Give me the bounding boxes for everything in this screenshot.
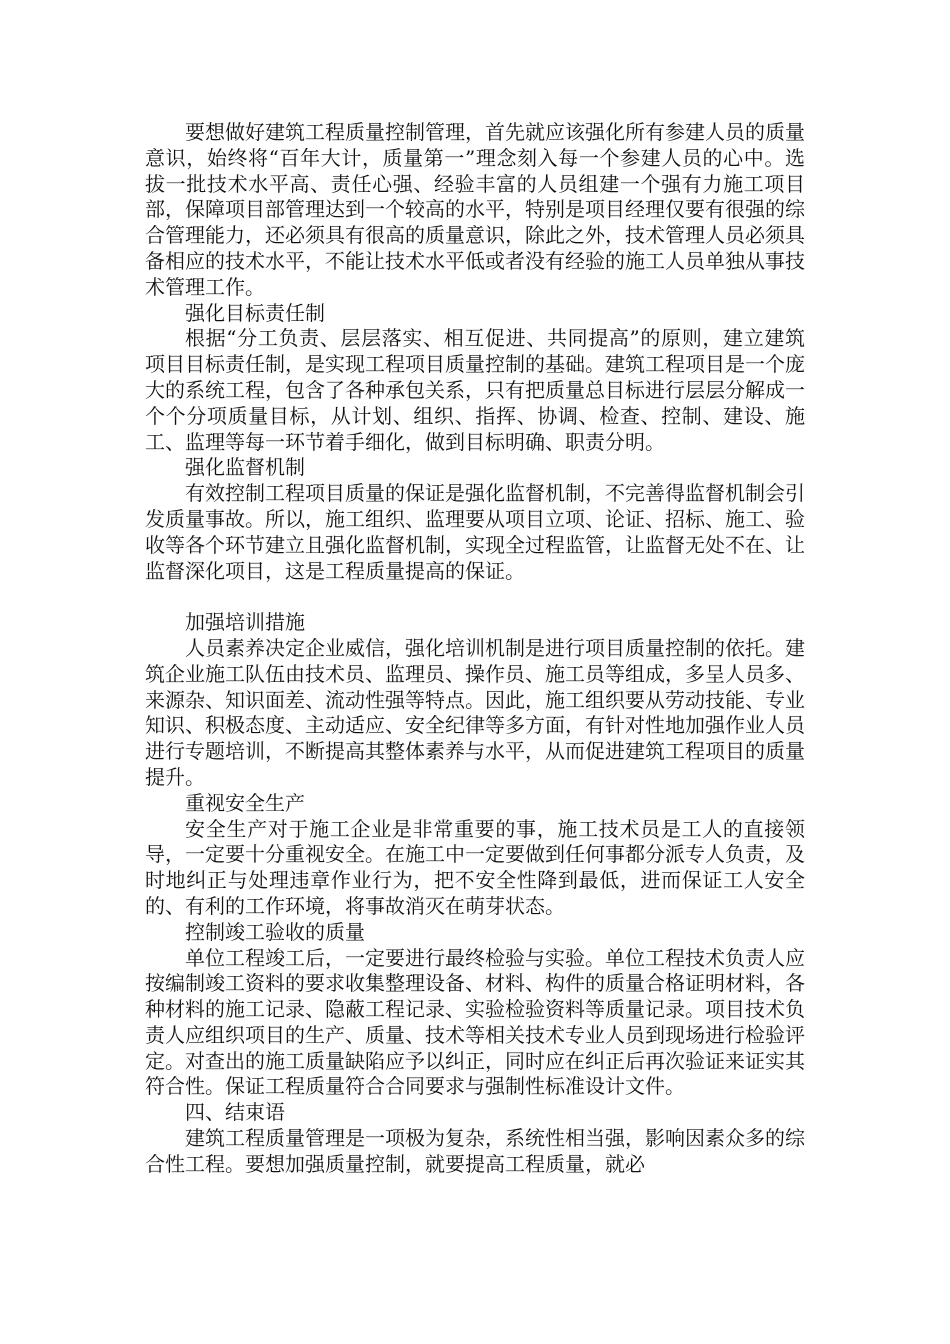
section-heading-conclusion: 四、结束语 xyxy=(185,1100,285,1125)
paragraph-personnel-quality-awareness: 要想做好建筑工程质量控制管理，首先就应该强化所有参建人员的质量意识，始终将“百年大计，质量第一”理念刻入每一个参建人员的心中。选拔一批技术水平高、责任心强、经验丰富的人员组建一个强有力施工项目部，保障项目部管理达到一个较高的水平，特别是项目经理仅要有很强的综合管理能力，还必须具有很高的质量意识，除此之外，技术管理人员必须具备相应的技术水平，不能让技术水平低或者没有经验的施工人员单独从事技术管理工作。 xyxy=(145,120,805,299)
paragraph-conclusion: 建筑工程质量管理是一项极为复杂，系统性相当强，影响因素众多的综合性工程。要想加强质量控制，就要提高工程质量，就必 xyxy=(145,1126,805,1176)
blank-line xyxy=(145,584,805,610)
paragraph-acceptance: 单位工程竣工后，一定要进行最终检验与实验。单位工程技术负责人应按编制竣工资料的要求收集整理设备、材料、构件的质量合格证明材料，各种材料的施工记录、隐蔽工程记录、实验检验资料等质量记录。项目技术负责人应组织项目的生产、质量、技术等相关技术专业人员到现场进行检验评定。对查出的施工质量缺陷应予以纠正，同时应在纠正后再次验证来证实其符合性。保证工程质量符合合同要求与强制性标准设计文件。 xyxy=(145,945,805,1099)
section-heading-training: 加强培训措施 xyxy=(185,610,305,635)
section-heading-target-responsibility: 强化目标责任制 xyxy=(185,300,325,325)
paragraph-safety: 安全生产对于施工企业是非常重要的事，施工技术员是工人的直接领导，一定要十分重视安全。在施工中一定要做到任何事都分派专人负责，及时地纠正与处理违章作业行为，把不安全性降到最低，进而保证工人安全的、有利的工作环境，将事故消灭在萌芽状态。 xyxy=(145,816,805,918)
section-heading-supervision: 强化监督机制 xyxy=(185,455,305,480)
paragraph-target-responsibility: 根据“分工负责、层层落实、相互促进、共同提高”的原则，建立建筑项目目标责任制，是实现工程项目质量控制的基础。建筑工程项目是一个庞大的系统工程，包含了各种承包关系，只有把质量总目标进行层层分解成一个个分项质量目标，从计划、组织、指挥、协调、检查、控制、建设、施工、监理等每一环节着手细化，做到目标明确、职责分明。 xyxy=(145,326,805,454)
document-body xyxy=(145,120,805,1178)
paragraph-supervision: 有效控制工程项目质量的保证是强化监督机制，不完善得监督机制会引发质量事故。所以，施工组织、监理要从项目立项、论证、招标、施工、验收等各个环节建立且强化监督机制，实现全过程监管，让监督无处不在、让监督深化项目，这是工程质量提高的保证。 xyxy=(145,481,805,583)
section-heading-safety: 重视安全生产 xyxy=(185,790,305,815)
paragraph-training: 人员素养决定企业威信，强化培训机制是进行项目质量控制的依托。建筑企业施工队伍由技术员、监理员、操作员、施工员等组成，多呈人员多、来源杂、知识面差、流动性强等特点。因此，施工组织要从劳动技能、专业知识、积极态度、主动适应、安全纪律等多方面，有针对性地加强作业人员进行专题培训，不断提高其整体素养与水平，从而促进建筑工程项目的质量提升。 xyxy=(145,635,805,789)
section-heading-acceptance: 控制竣工验收的质量 xyxy=(185,919,365,944)
